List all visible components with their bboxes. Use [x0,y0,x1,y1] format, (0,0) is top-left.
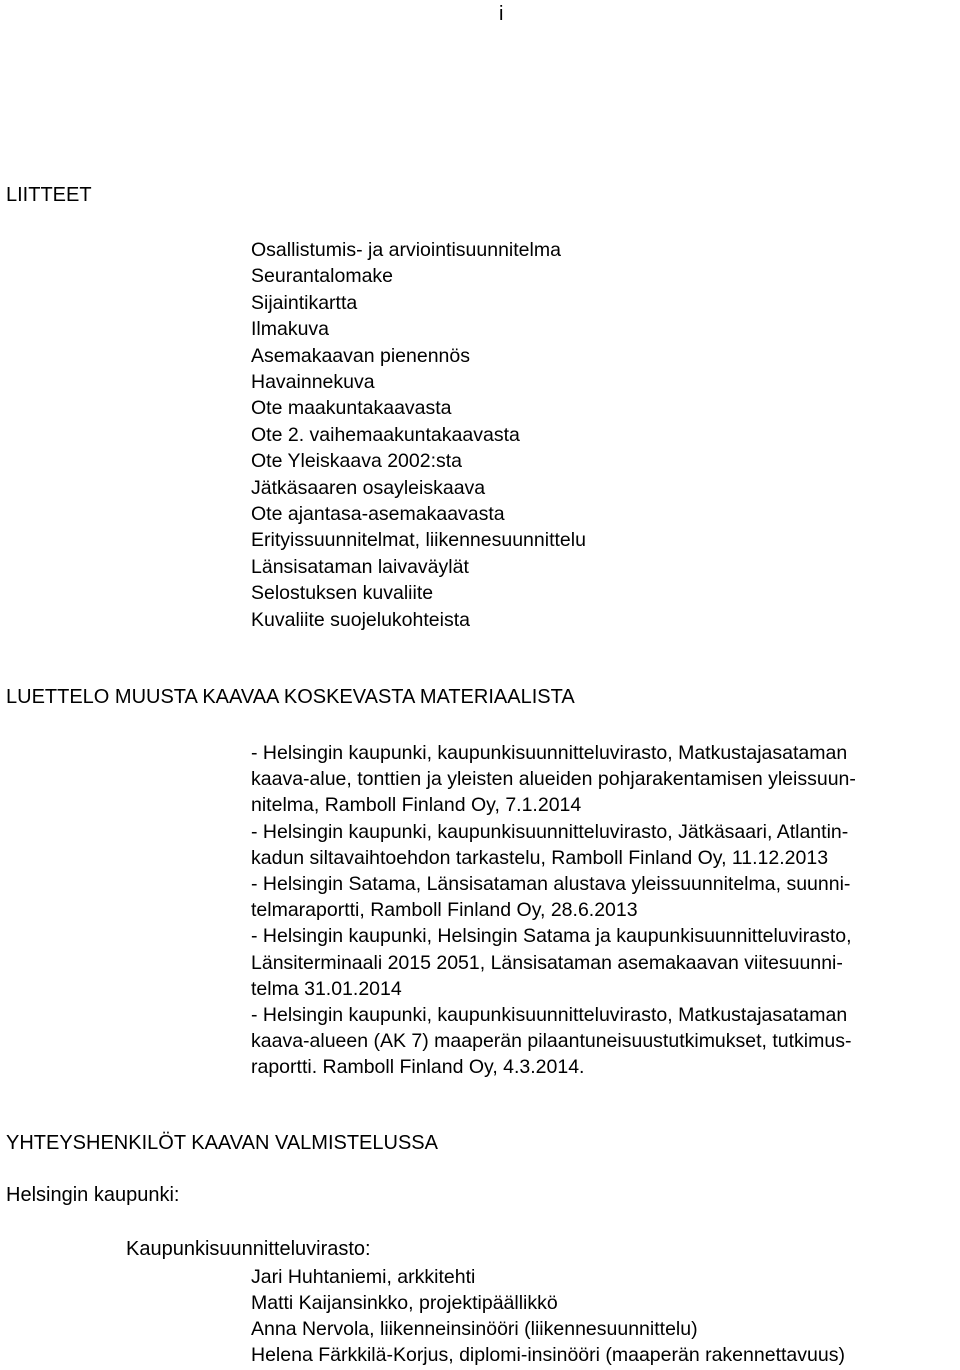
attachment-item: Selostuksen kuvaliite [251,582,434,605]
material-line: - Helsingin kaupunki, kaupunkisuunnitteluvirasto, Matkustajasataman [251,1004,848,1027]
materials-heading: LUETTELO MUUSTA KAAVAA KOSKEVASTA MATERIAALISTA [6,686,575,708]
material-line: kadun siltavaihtoehdon tarkastelu, Ramboll Finland Oy, 11.12.2013 [251,846,829,869]
material-line: raportti. Ramboll Finland Oy, 4.3.2014. [251,1056,585,1079]
attachment-item: Kuvaliite suojelukohteista [251,608,470,631]
contact-person: Matti Kaijansinkko, projektipäällikkö [251,1292,558,1314]
attachments-heading: LIITTEET [6,184,92,206]
material-line: Länsiterminaali 2015 2051, Länsisataman asemakaavan viitesuunni- [251,951,843,974]
contacts-heading: YHTEYSHENKILÖT KAAVAN VALMISTELUSSA [6,1132,438,1154]
attachment-item: Ilmakuva [251,318,330,341]
attachment-item: Ote maakuntakaavasta [251,397,452,420]
attachment-item: Asemakaavan pienennös [251,344,470,367]
material-line: telma 31.01.2014 [251,977,402,1000]
contacts-department: Kaupunkisuunnitteluvirasto: [126,1238,371,1260]
material-line: - Helsingin Satama, Länsisataman alustava yleissuunnitelma, suunni- [251,873,851,896]
attachment-item: Sijaintikartta [251,291,358,314]
material-line: kaava-alueen (AK 7) maaperän pilaantuneisuustutkimukset, tutkimus- [251,1030,852,1053]
material-line: kaava-alue, tonttien ja yleisten alueiden pohjarakentamisen yleissuun- [251,768,856,791]
materials-list [251,740,856,1081]
attachments-list [251,237,586,633]
material-line: nitelma, Ramboll Finland Oy, 7.1.2014 [251,794,582,817]
page-number: i [499,3,504,25]
attachment-item: Erityissuunnitelmat, liikennesuunnittelu [251,529,586,552]
material-line: telmaraportti, Ramboll Finland Oy, 28.6.2013 [251,899,638,922]
attachment-item: Osallistumis- ja arviointisuunnitelma [251,239,561,261]
contacts-organization: Helsingin kaupunki: [6,1184,180,1206]
material-line: - Helsingin kaupunki, kaupunkisuunnitteluvirasto, Matkustajasataman [251,742,848,764]
attachment-item: Ote ajantasa-asemakaavasta [251,503,505,526]
material-line: - Helsingin kaupunki, Helsingin Satama ja kaupunkisuunnitteluvirasto, [251,925,852,948]
attachment-item: Ote Yleiskaava 2002:sta [251,450,463,473]
contact-person: Helena Färkkilä-Korjus, diplomi-insinööri (maaperän rakennettavuus) [251,1344,845,1366]
contacts-people-list [251,1264,845,1368]
attachment-item: Seurantalomake [251,265,394,288]
attachment-item: Havainnekuva [251,371,375,394]
contact-person: Jari Huhtaniemi, arkkitehti [251,1266,476,1288]
attachment-item: Jätkäsaaren osayleiskaava [251,476,486,499]
contact-person: Anna Nervola, liikenneinsinööri (liikennesuunnittelu) [251,1318,698,1340]
material-line: - Helsingin kaupunki, kaupunkisuunnitteluvirasto, Jätkäsaari, Atlantin- [251,820,849,843]
attachment-item: Länsisataman laivaväylät [251,555,469,578]
attachment-item: Ote 2. vaihemaakuntakaavasta [251,423,520,446]
